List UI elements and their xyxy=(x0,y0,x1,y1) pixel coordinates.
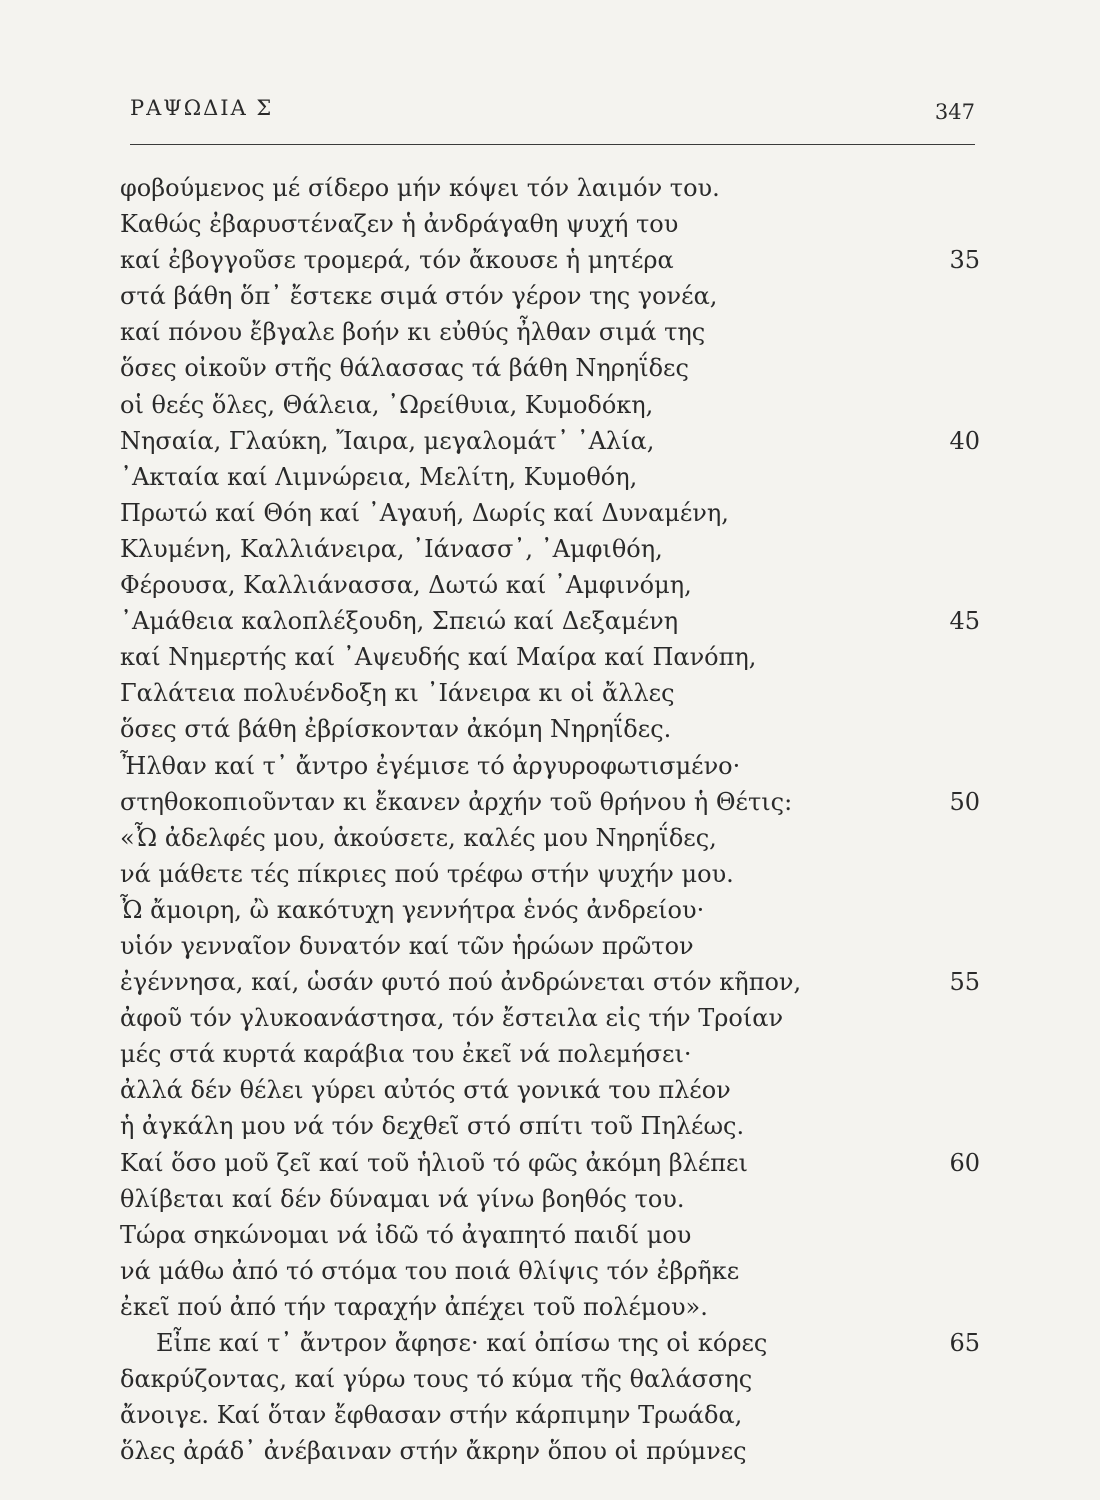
verse-line xyxy=(120,1289,980,1325)
verse-text: ὅσες στά βάθη ἐβρίσκονταν ἀκόμη Νηρηΐδες. xyxy=(120,715,672,744)
running-title: ΡΑΨΩΔΙΑ Σ xyxy=(130,96,274,120)
verse-text: καί ἐβογγοῦσε τρομερά, τόν ἄκουσε ἡ μητέρα xyxy=(120,246,674,275)
line-number: 65 xyxy=(949,1329,980,1357)
verse-text: ἀφοῦ τόν γλυκοανάστησα, τόν ἔστειλα εἰς τήν Τροίαν xyxy=(120,1004,784,1033)
verse-line xyxy=(120,1072,980,1108)
verse-text: Κλυμένη, Καλλιάνειρα, ᾿Ιάνασσ᾿, ᾿Αμφιθόη, xyxy=(120,534,663,563)
verse-text: ᾿Ακταία καί Λιμνώρεια, Μελίτη, Κυμοθόη, xyxy=(120,462,638,491)
verse-text: ἡ ἀγκάλη μου νά τόν δεχθεῖ στό σπίτι τοῦ Πηλέως. xyxy=(120,1112,745,1141)
verse-text: ἄνοιγε. Καί ὅταν ἔφθασαν στήν κάρπιμην Τρωάδα, xyxy=(120,1401,743,1430)
verse-line xyxy=(120,170,980,206)
verse-text: Καί ὅσο μοῦ ζεῖ καί τοῦ ἡλιοῦ τό φῶς ἀκόμη βλέπει xyxy=(120,1148,748,1177)
verse-line xyxy=(120,820,980,856)
verse-text: μές στά κυρτά καράβια του ἐκεῖ νά πολεμήσει· xyxy=(120,1040,692,1069)
verse-line xyxy=(120,387,980,423)
verse-line xyxy=(120,892,980,928)
verse-text: Πρωτώ καί Θόη καί ᾿Αγαυή, Δωρίς καί Δυναμένη, xyxy=(120,498,729,527)
line-number: 35 xyxy=(949,246,980,275)
verse-text: νά μάθετε τές πίκριες πού τρέφω στήν ψυχήν μου. xyxy=(120,859,734,888)
verse-line xyxy=(120,928,980,964)
verse-line xyxy=(120,278,980,314)
verse-text: Φέρουσα, Καλλιάνασσα, Δωτώ καί ᾿Αμφινόμη, xyxy=(120,571,692,600)
verse-text: φοβούμενος μέ σίδερο μήν κόψει τόν λαιμόν του. xyxy=(120,174,720,202)
page-header xyxy=(130,96,975,136)
verse-text: καί πόνου ἔβγαλε βοήν κι εὐθύς ἦλθαν σιμά της xyxy=(120,318,706,347)
verse-block xyxy=(120,170,980,1469)
verse-line xyxy=(120,350,980,386)
verse-text: Εἶπε καί τ᾿ ἄντρον ἄφησε· καί ὀπίσω της οἱ κόρες xyxy=(156,1329,768,1357)
verse-text: υἱόν γενναῖον δυνατόν καί τῶν ἡρώων πρῶτον xyxy=(120,931,694,960)
page-number: 347 xyxy=(934,100,975,124)
verse-line xyxy=(120,1000,980,1036)
verse-text: στηθοκοπιοῦνταν κι ἔκανεν ἀρχήν τοῦ θρήνου ἡ Θέτις: xyxy=(120,787,793,816)
verse-text: καί Νημερτής καί ᾿Αψευδής καί Μαίρα καί Πανόπη, xyxy=(120,643,757,672)
verse-text: ὅσες οἰκοῦν στῆς θάλασσας τά βάθη Νηρηΐδες xyxy=(120,354,689,383)
verse-text: θλίβεται καί δέν δύναμαι νά γίνω βοηθός του. xyxy=(120,1184,685,1213)
verse-line xyxy=(120,603,980,639)
verse-line xyxy=(120,314,980,350)
verse-text: Ἦλθαν καί τ᾿ ἄντρο ἐγέμισε τό ἀργυροφωτισμένο· xyxy=(120,751,741,780)
line-number: 50 xyxy=(949,787,980,816)
verse-text: στά βάθη ὅπ᾿ ἔστεκε σιμά στόν γέρον της γονέα, xyxy=(120,282,718,311)
verse-line xyxy=(120,1397,980,1433)
verse-line xyxy=(120,1145,980,1181)
verse-line xyxy=(120,1217,980,1253)
verse-text: δακρύζοντας, καί γύρω τους τό κύμα τῆς θαλάσσης xyxy=(120,1365,753,1394)
verse-line xyxy=(120,675,980,711)
verse-line xyxy=(120,964,980,1000)
verse-text: Γαλάτεια πολυένδοξη κι ᾿Ιάνειρα κι οἱ ἄλλες xyxy=(120,679,675,708)
verse-text: νά μάθω ἀπό τό στόμα του ποιά θλίψις τόν ἐβρῆκε xyxy=(120,1256,740,1285)
verse-text: Τώρα σηκώνομαι νά ἰδῶ τό ἀγαπητό παιδί μου xyxy=(120,1220,692,1249)
verse-line xyxy=(120,1361,980,1397)
line-number: 60 xyxy=(949,1148,980,1177)
header-rule xyxy=(130,144,975,145)
verse-text: Νησαία, Γλαύκη, Ἴαιρα, μεγαλομάτ᾿ ᾿Αλία, xyxy=(120,426,655,455)
verse-line xyxy=(120,784,980,820)
verse-line xyxy=(120,423,980,459)
verse-line xyxy=(120,711,980,747)
verse-line xyxy=(120,531,980,567)
line-number: 45 xyxy=(949,607,980,636)
verse-line xyxy=(120,856,980,892)
verse-line xyxy=(120,1108,980,1144)
verse-line xyxy=(120,495,980,531)
verse-text: Καθώς ἐβαρυστέναζεν ἡ ἀνδράγαθη ψυχή του xyxy=(120,210,679,239)
verse-line xyxy=(120,1036,980,1072)
verse-line xyxy=(120,1253,980,1289)
line-number: 40 xyxy=(949,426,980,455)
verse-line xyxy=(120,459,980,495)
verse-line xyxy=(120,748,980,784)
verse-text: ἐκεῖ πού ἀπό τήν ταραχήν ἀπέχει τοῦ πολέμου». xyxy=(120,1292,708,1321)
verse-text: «Ὦ ἀδελφές μου, ἀκούσετε, καλές μου Νηρηΐδες, xyxy=(120,823,717,852)
verse-text: ᾿Αμάθεια καλοπλέξουδη, Σπειώ καί Δεξαμένη xyxy=(120,607,679,636)
verse-line xyxy=(120,567,980,603)
verse-line xyxy=(120,242,980,278)
verse-line xyxy=(120,1181,980,1217)
line-number: 55 xyxy=(949,968,980,997)
verse-text: ἀλλά δέν θέλει γύρει αὐτός στά γονικά του πλέον xyxy=(120,1076,731,1105)
verse-line xyxy=(120,1433,980,1469)
verse-text: ἐγέννησα, καί, ὡσάν φυτό πού ἀνδρώνεται στόν κῆπον, xyxy=(120,968,802,997)
verse-text: Ὦ ἄμοιρη, ὢ κακότυχη γεννήτρα ἑνός ἀνδρείου· xyxy=(120,895,705,924)
verse-line xyxy=(120,206,980,242)
verse-text: ὅλες ἀράδ᾿ ἀνέβαιναν στήν ἄκρην ὅπου οἱ πρύμνες xyxy=(120,1437,747,1466)
verse-text: οἱ θεές ὅλες, Θάλεια, ᾿Ωρείθυια, Κυμοδόκη, xyxy=(120,390,654,419)
verse-line xyxy=(120,639,980,675)
verse-line xyxy=(120,1325,980,1361)
